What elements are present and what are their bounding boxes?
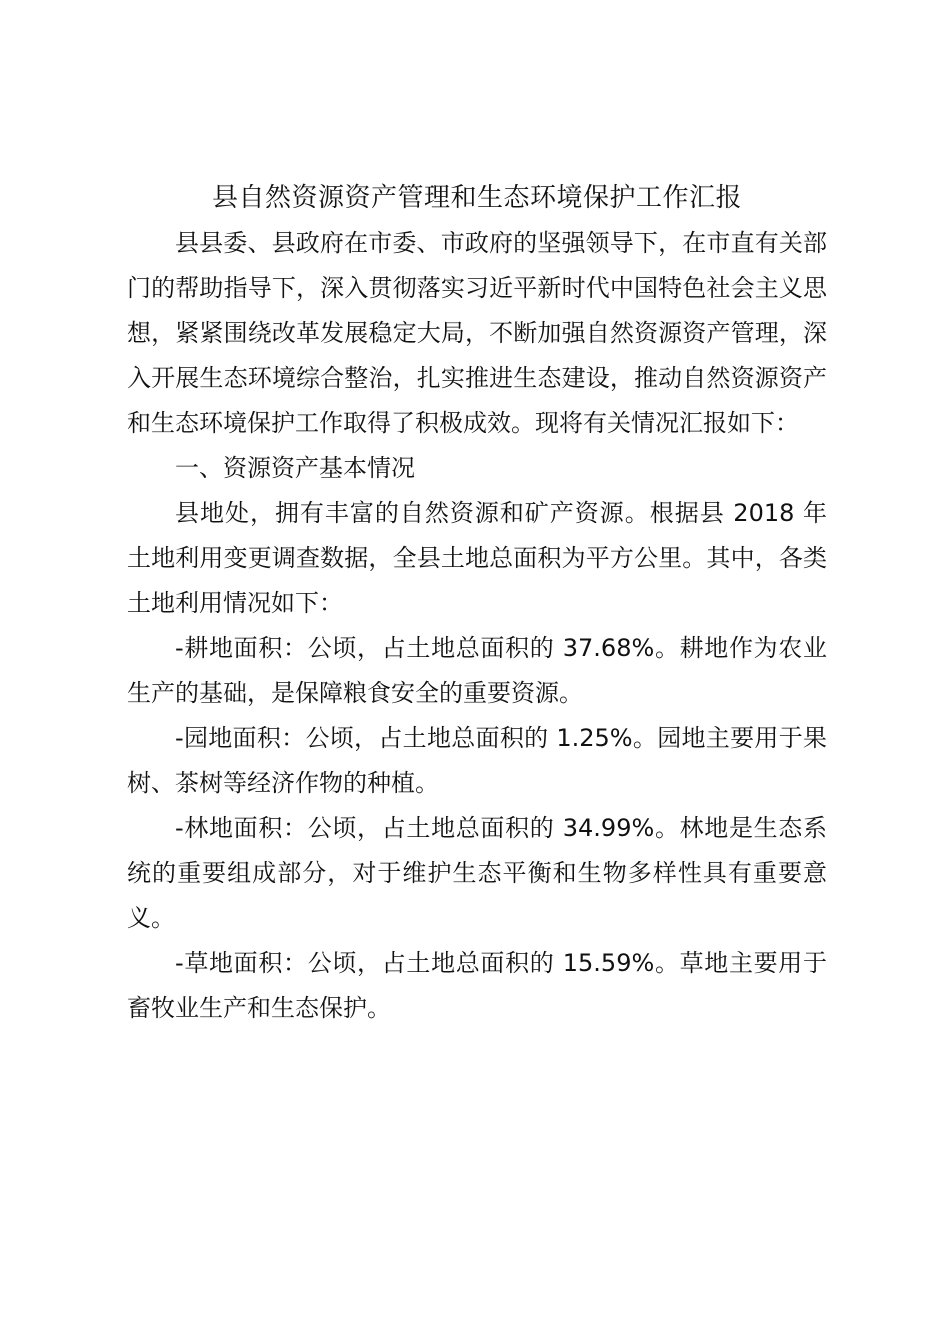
document-page xyxy=(127,176,827,1031)
garden-paragraph: -园地面积：公顷，占土地总面积的 1.25%。园地主要用于果树、茶树等经济作物的种植。 xyxy=(127,724,827,797)
intro-paragraph: 县县委、县政府在市委、市政府的坚强领导下，在市直有关部门的帮助指导下，深入贯彻落实习近平新时代中国特色社会主义思想，紧紧围绕改革发展稳定大局，不断加强自然资源资产管理，深入开展生态环境综合整治，扎实推进生态建设，推动自然资源资产和生态环境保护工作取得了积极成效。现将有关情况汇报如下： xyxy=(127,229,827,437)
land-overview-paragraph: 县地处，拥有丰富的自然资源和矿产资源。根据县 2018 年土地利用变更调查数据，全县土地总面积为平方公里。其中，各类土地利用情况如下： xyxy=(127,499,827,617)
section-heading: 一、资源资产基本情况 xyxy=(175,454,415,482)
document-title: 县自然资源资产管理和生态环境保护工作汇报 xyxy=(211,183,742,213)
grassland-paragraph: -草地面积：公顷，占土地总面积的 15.59%。草地主要用于畜牧业生产和生态保护。 xyxy=(127,949,827,1022)
farmland-paragraph: -耕地面积：公顷，占土地总面积的 37.68%。耕地作为农业生产的基础，是保障粮食安全的重要资源。 xyxy=(127,634,827,707)
forest-paragraph: -林地面积：公顷，占土地总面积的 34.99%。林地是生态系统的重要组成部分，对于维护生态平衡和生物多样性具有重要意义。 xyxy=(127,814,827,932)
